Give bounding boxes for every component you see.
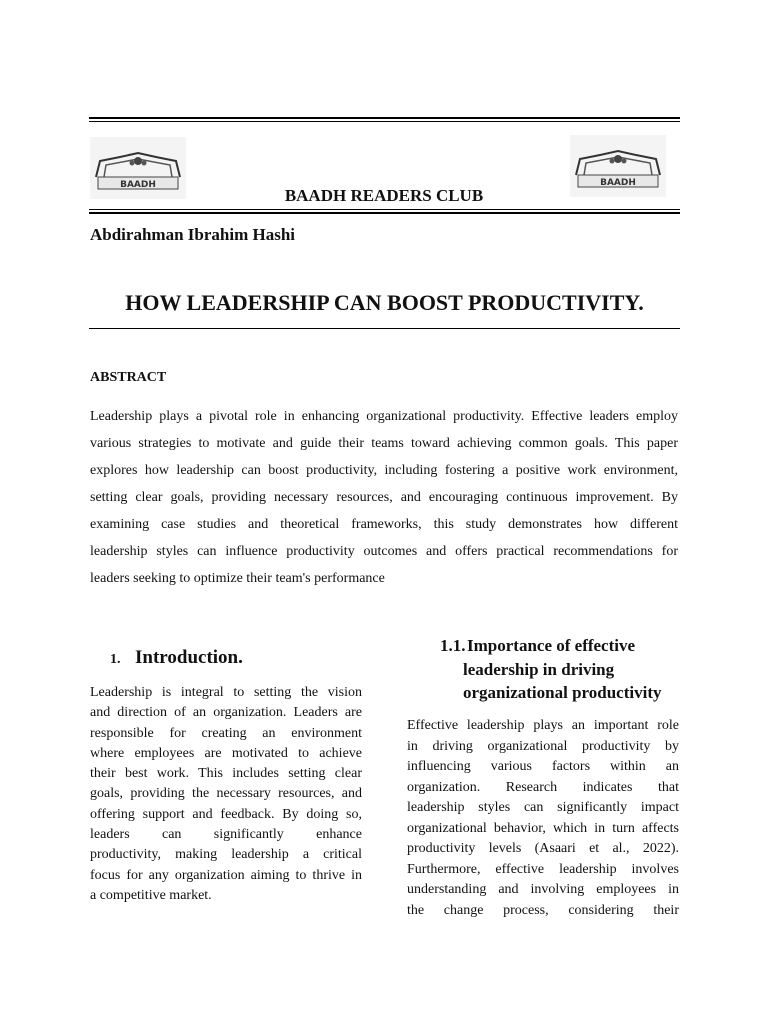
document-title: HOW LEADERSHIP CAN BOOST PRODUCTIVITY. <box>125 290 644 315</box>
section-1-line: and direction of an organization. Leaders are <box>90 705 362 721</box>
title-underline <box>89 328 680 329</box>
section-1-1-line: Furthermore, effective leadership involves <box>407 861 679 877</box>
section-1-line: offering support and feedback. By doing so, <box>90 806 362 822</box>
section-1-1-line: productivity levels (Asaari et al., 2022). <box>407 841 679 856</box>
section-1-line: a competitive market. <box>90 887 212 903</box>
section-1-1-number: 1.1. <box>440 636 466 655</box>
section-1-1-line: Effective leadership plays an important role <box>407 718 679 733</box>
abstract-line: leadership styles can influence productivity outcomes and offers practical recommendations for <box>90 544 678 559</box>
abstract-line: setting clear goals, providing necessary resources, and encouraging continuous improvement. By <box>90 490 678 505</box>
header-bottom-rule-thick <box>89 212 680 214</box>
section-1-line: goals, providing the necessary resources, and <box>90 786 362 802</box>
logo-text-right: BAADH <box>600 178 636 188</box>
abstract-body <box>90 403 678 592</box>
header-top-rule-thick <box>89 117 680 119</box>
header-bottom-rule-thin <box>89 209 680 210</box>
section-1-line: Leadership is integral to setting the vision <box>90 685 362 700</box>
section-1-1-line: influencing various factors within an <box>407 759 679 774</box>
section-1-1-title-line: leadership in driving <box>463 659 615 679</box>
logo-text-left: BAADH <box>120 180 156 190</box>
section-1-line: leaders can significantly enhance <box>90 827 362 843</box>
section-1-1-line: organization. Research indicates that <box>407 779 679 795</box>
section-1-1-body <box>407 716 679 921</box>
section-1-line: responsible for creating an environment <box>90 725 362 741</box>
section-1-1-line: in driving organizational productivity by <box>407 738 679 754</box>
abstract-line: various strategies to motivate and guide their teams toward achieving common goals. This paper <box>90 436 678 451</box>
abstract-line: leaders seeking to optimize their team's performance <box>90 571 385 586</box>
club-name: BAADH READERS CLUB <box>284 186 484 205</box>
abstract-line: examining case studies and theoretical frameworks, this study demonstrates how different <box>90 517 678 532</box>
section-1-body <box>90 683 362 906</box>
section-1-line: where employees are motivated to achieve <box>90 745 362 761</box>
section-1-line: productivity, making leadership a critical <box>90 847 362 863</box>
section-1-line: focus for any organization aiming to thrive in <box>90 867 362 883</box>
section-1-line: their best work. This includes setting clear <box>90 766 362 782</box>
section-1-1-title-line: organizational productivity <box>463 683 662 702</box>
section-1-heading <box>110 647 243 669</box>
section-1-1-title-line: Importance of effective <box>467 636 636 655</box>
header-top-rule-thin <box>89 121 680 122</box>
section-1-number: 1. <box>110 652 121 667</box>
abstract-line: explores how leadership can boost productivity, including fostering a positive work environment, <box>90 463 678 478</box>
section-1-1-line: understanding and involving employees in <box>407 882 679 897</box>
abstract-heading: ABSTRACT <box>90 370 167 385</box>
section-1-1-line: leadership styles can significantly impact <box>407 800 679 815</box>
abstract-line: Leadership plays a pivotal role in enhancing organizational productivity. Effective leaders employ <box>90 409 678 424</box>
author-name: Abdirahman Ibrahim Hashi <box>90 225 295 244</box>
section-1-1-line: the change process, considering their <box>407 902 679 918</box>
section-1-title: Introduction. <box>135 647 243 668</box>
section-1-1-heading <box>440 634 680 705</box>
section-1-1-line: organizational behavior, which in turn affects <box>407 820 679 836</box>
